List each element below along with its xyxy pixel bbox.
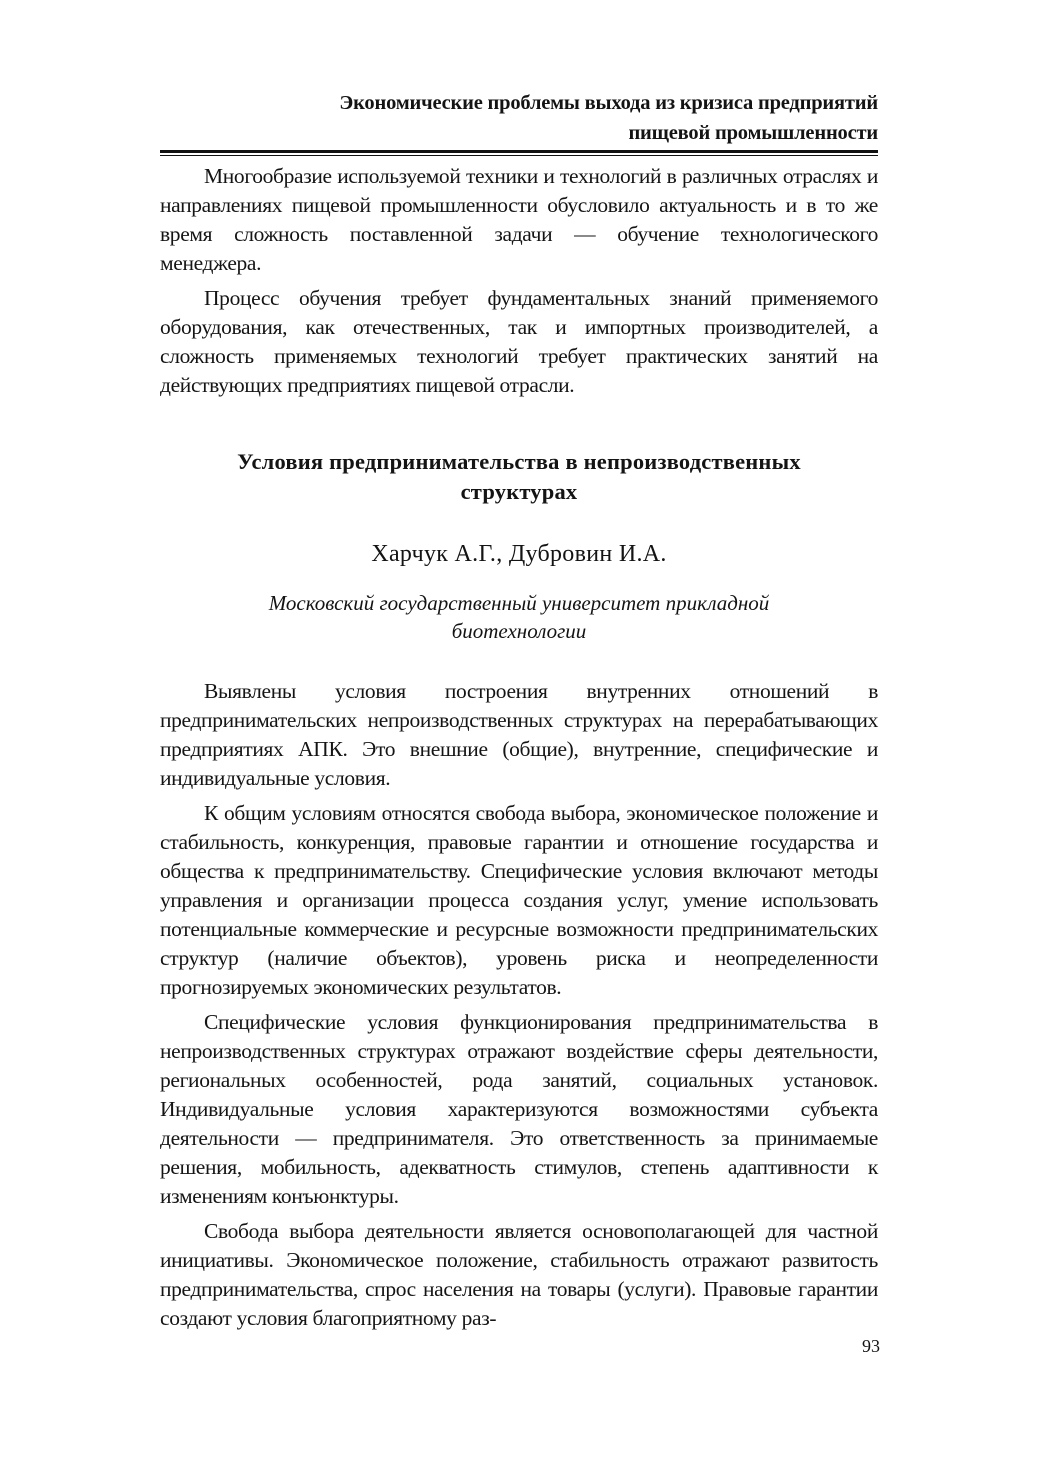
running-header-line-1: Экономические проблемы выхода из кризиса предприятий — [339, 92, 878, 114]
body-paragraph-4: Свобода выбора деятельности является основополагающей для частной инициативы. Экономическое положение, стабильность отражают развитость предпринимательства, спрос населения на товары (услуги). Правовые гарантии создают условия благоприятному раз- — [160, 1219, 878, 1330]
document-page — [160, 88, 878, 1333]
article-authors: Харчук А.Г., Дубровин И.А. — [371, 541, 667, 567]
article-title — [160, 447, 878, 507]
author-affiliation — [160, 589, 878, 645]
body-paragraph-3: Специфические условия функционирования предпринимательства в непроизводственных структурах отражают воздействие сферы деятельности, региональных особенностей, рода занятий, социальных установок. Индивидуальные условия характеризуются возможностями субъекта деятельности — предпринимателя. Это ответственность за принимаемые решения, мобильность, адекватность стимулов, степень адаптивности к изменениям конъюнктуры. — [160, 1010, 878, 1208]
running-header — [160, 88, 878, 148]
header-rule-thick — [160, 150, 878, 153]
intro-paragraph-1: Многообразие используемой техники и технологий в различных отраслях и направлениях пищевой промышленности обусловило актуальность и в то же время сложность поставленной задачи — обучение технологического менеджера. — [160, 164, 878, 275]
page-number: 93 — [862, 1336, 880, 1356]
header-rule-thin — [160, 155, 878, 156]
article-body — [160, 677, 878, 1333]
body-paragraph-2: К общим условиям относятся свобода выбора, экономическое положение и стабильность, конкуренция, правовые гарантии и отношение государства и общества к предпринимательству. Специфические условия включают методы управления и организации процесса создания услуг, умение использовать потенциальные коммерческие и ресурсные возможности предпринимательских структур (наличие объектов), уровень риска и неопределенности прогнозируемых экономических результатов. — [160, 801, 878, 999]
body-paragraph-1: Выявлены условия построения внутренних отношений в предпринимательских непроизводственных структурах на перерабатывающих предприятиях АПК. Это внешние (общие), внутренние, специфические и индивидуальные условия. — [160, 679, 878, 790]
affiliation-line-2: биотехнологии — [451, 619, 587, 643]
running-header-line-2: пищевой промышленности — [628, 122, 878, 144]
article-title-line-1: Условия предпринимательства в непроизводственных — [237, 449, 801, 474]
intro-paragraph-2: Процесс обучения требует фундаментальных знаний применяемого оборудования, как отечественных, так и импортных производителей, а сложность применяемых технологий требует практических занятий на действующих предприятиях пищевой отрасли. — [160, 286, 878, 397]
article-title-line-2: структурах — [460, 479, 578, 504]
intro-section — [160, 162, 878, 400]
affiliation-line-1: Московский государственный университет прикладной — [268, 591, 770, 615]
